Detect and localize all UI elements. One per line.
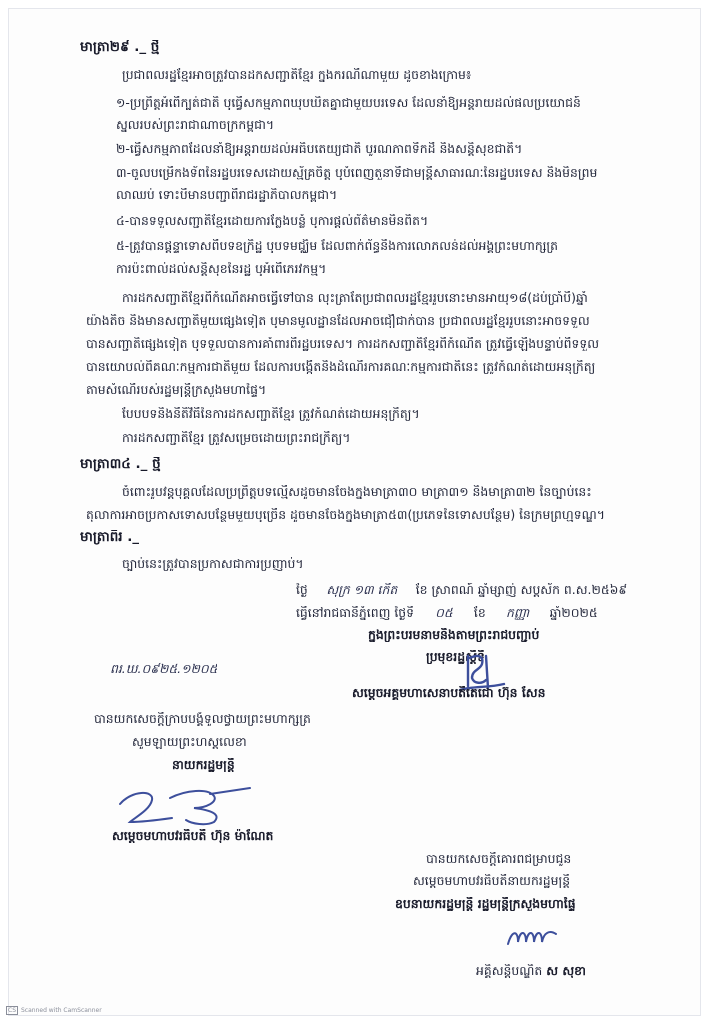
article-34-line-1: ចំពោះរូបវន្តបុគ្គលដែលប្រព្រឹត្តបទល្មើសដូចមានចែងក្នុងមាត្រា៣០ មាត្រា៣១ និងមាត្រា៣២ នៃច្បាប់នេះ xyxy=(122,485,592,499)
king-signatory-name: សម្តេចអគ្គមហាសេនាបតីតេជោ ហ៊ុន សែន xyxy=(352,686,546,700)
article-29-item-1-cont: ស្នូលរបស់ព្រះរាជាណាចក្រកម្ពុជា។ xyxy=(116,118,275,132)
dpm-title: ឧបនាយករដ្ឋមន្ត្រី រដ្ឋមន្ត្រីក្រសួងមហាផ្ទៃ xyxy=(395,897,576,911)
scanner-logo: CS xyxy=(8,1007,16,1014)
article-29-para-line-5: តាមសំណើរបស់រដ្ឋមន្ត្រីក្រសួងមហាផ្ទៃ។ xyxy=(86,383,267,397)
article-29-item-5: ៥-ត្រូវបានផ្តន្ទាទោសពីបទឧក្រិដ្ឋ ឬបទមជ្ឈិម ដែលពាក់ព័ន្ធនឹងការលោភលន់ដល់អង្គព្រះមហាក្សត្រ xyxy=(116,239,558,253)
article-29-intro: ប្រជាពលរដ្ឋខ្មែរអាចត្រូវបានដកសញ្ជាតិខ្មែរ ក្នុងករណីណាមួយ ដូចខាងក្រោម៖ xyxy=(122,68,472,82)
deputy-pm-signature xyxy=(502,920,562,954)
lunar-date-handwritten: សុក្រ ១៣ កើត xyxy=(326,583,398,597)
article-29-para-line-1: ការដកសញ្ជាតិខ្មែរពីកំណើតអាចធ្វើទៅបាន លុះត្រាតែប្រជាពលរដ្ឋខ្មែររូបនោះមានអាយុ១៨(ដប់ប្រាំបី)ឆ្នាំ xyxy=(122,291,588,305)
article-2-heading: មាត្រាពីរ ._ xyxy=(80,530,140,545)
article-29-item-2: ២-ធ្វើសកម្មភាពដែលនាំឱ្យអន្តរាយដល់អធិបតេយ្យជាតិ បូរណភាពទឹកដី និងសន្តិសុខជាតិ។ xyxy=(116,142,523,156)
solar-date-line xyxy=(296,606,598,620)
article-34-heading: មាត្រា៣៤ ._ ថ្មី xyxy=(80,457,161,472)
article-29-item-3-cont: លាឈប់ ទោះបីមានបញ្ជាពីរាជរដ្ឋាភិបាលកម្ពុជា។ xyxy=(116,188,338,202)
pm-line-1: បានយកសេចក្តីក្រាបបង្គំទូលថ្វាយព្រះមហាក្សត្រ xyxy=(94,712,311,726)
lunar-date-line xyxy=(296,583,627,597)
scanner-text: Scanned with CamScanner xyxy=(21,1007,102,1014)
solar-date-prefix: ធ្វើនៅរាជធានីភ្នំពេញ ថ្ងៃទី xyxy=(296,606,414,620)
solar-month-handwritten: កញ្ញា xyxy=(505,606,530,620)
prime-minister-signature xyxy=(110,782,260,828)
pm-signatory-name: សម្តេចមហាបវរធិបតី ហ៊ុន ម៉ាណែត xyxy=(112,829,274,843)
dpm-line-2: សម្តេចមហាបវរធិបតីនាយករដ្ឋមន្ត្រី xyxy=(413,874,571,888)
scanner-watermark xyxy=(6,1006,102,1015)
dpm-name-prefix: អគ្គិសន្តិបណ្ឌិត xyxy=(476,964,543,978)
pm-line-2: សូមឡាយព្រះហស្តលេខា xyxy=(132,735,247,749)
article-29-item-3: ៣-ចូលបម្រើកងទ័ពនៃរដ្ឋបរទេសដោយស្ម័គ្រចិត្ត ឬបំពេញតួនាទីជាមន្ត្រីសាធារណៈនៃរដ្ឋបរទេស និងមិនព្រម xyxy=(116,166,598,180)
dpm-line-1: បានយកសេចក្តីគោរពជម្រាបជូន xyxy=(426,852,572,866)
article-29-item-4: ៤-បានទទួលសញ្ជាតិខ្មែរដោយការក្លែងបន្លំ ឬការផ្តល់ព័ត៌មានមិនពិត។ xyxy=(116,214,429,228)
pm-title: នាយករដ្ឋមន្ត្រី xyxy=(172,758,235,772)
solar-year: ឆ្នាំ២០២៥ xyxy=(549,606,598,620)
article-29-item-1: ១-ប្រព្រឹត្តអំពើក្បត់ជាតិ ឬធ្វើសកម្មភាពឃុបឃិតគ្នាជាមួយបរទេស ដែលនាំឱ្យអន្តរាយដល់ផលប្រយោជន៍ xyxy=(116,96,581,110)
article-34-line-2: តុលាការអាចប្រកាសទោសបន្ថែមមួយឬច្រើន ដូចមានចែងក្នុងមាត្រា៥៣(ប្រភេទនៃទោសបន្ថែម) នៃក្រមព្រហ្មទណ្ឌ។ xyxy=(86,508,605,522)
article-29-procedure: បែបបទនិងនីតិវិធីនៃការដកសញ្ជាតិខ្មែរ ត្រូវកំណត់ដោយអនុក្រឹត្យ។ xyxy=(122,407,420,421)
article-29-heading: មាត្រា២៩ ._ ថ្មី xyxy=(80,40,160,55)
article-2-text: ច្បាប់នេះត្រូវបានប្រកាសជាការប្រញាប់។ xyxy=(122,557,304,571)
solar-month-prefix: ខែ xyxy=(473,606,486,620)
king-line-2: ប្រមុខរដ្ឋស្តីទី xyxy=(426,650,485,664)
king-line-1: ក្នុងព្រះបរមនាមនិងតាមព្រះរាជបញ្ជាប់ xyxy=(368,628,540,642)
dpm-signatory-line xyxy=(476,964,586,978)
article-29-para-line-4: បានយោបល់ពីគណៈកម្មការជាតិមួយ ដែលការបង្កើតនិងដំណើរការគណៈកម្មការជាតិនេះ ត្រូវកំណត់ដោយអនុក្រឹត្យ xyxy=(86,360,596,374)
dpm-signatory-name: ស សុខា xyxy=(546,964,586,978)
article-29-para-line-3: បានសញ្ជាតិផ្សេងទៀត ឬទទួលបានការគាំពារពីរដ្ឋបរទេស។ ការដកសញ្ជាតិខ្មែរពីកំណើត ត្រូវធ្វើឡើងបន្ទាប់ពីទទួល xyxy=(86,337,600,351)
article-29-item-5-cont: ការប៉ះពាល់ដល់សន្តិសុខនៃរដ្ឋ ឬអំពើភេរវកម្ម។ xyxy=(116,262,327,276)
registration-number: ពរ.ឃ.០៩២៥.១២០៥ xyxy=(110,662,218,676)
lunar-date-rest: ខែ ស្រាពណ៍ ឆ្នាំម្សាញ់ សប្តស័ក ព.ស.២៥៦៩ xyxy=(415,583,628,597)
lunar-date-prefix: ថ្ងៃ xyxy=(296,583,308,597)
solar-day-handwritten: ០៥ xyxy=(435,606,453,620)
article-29-para-line-2: យ៉ាងតិច និងមានសញ្ជាតិមួយផ្សេងទៀត ឬមានមូលដ្ឋានដែលអាចជឿជាក់បាន ប្រជាពលរដ្ឋខ្មែររូបនោះអាចទទួល xyxy=(86,314,590,328)
article-29-decision: ការដកសញ្ជាតិខ្មែរ ត្រូវសម្រេចដោយព្រះរាជក្រឹត្យ។ xyxy=(122,431,351,445)
